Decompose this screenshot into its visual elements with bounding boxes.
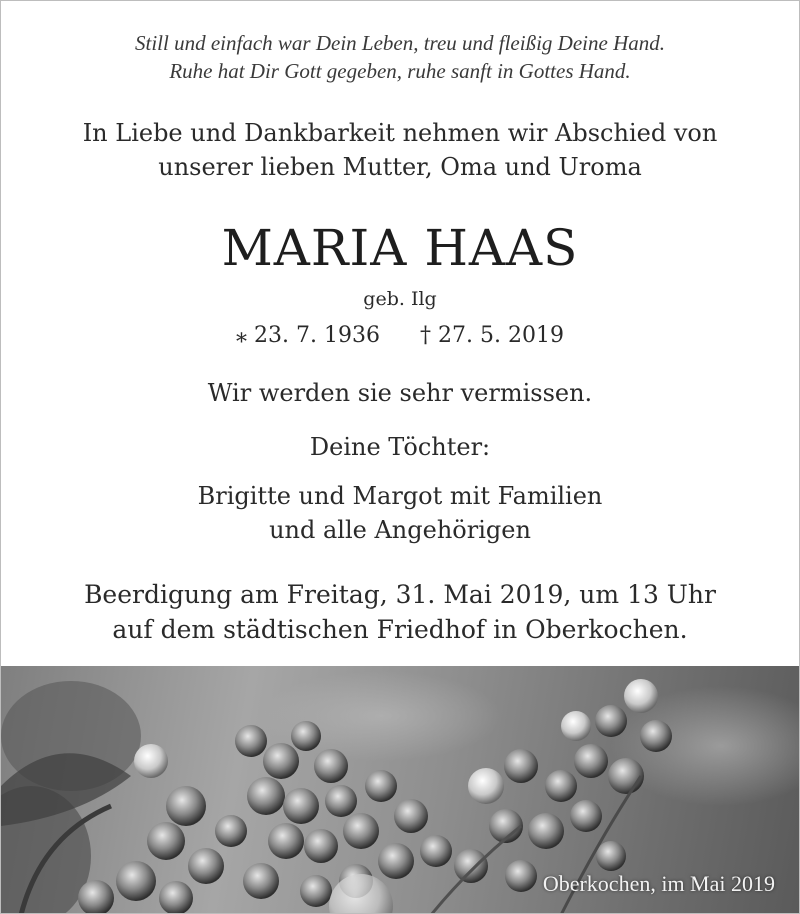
mourners-line-1: Brigitte und Margot mit Familien (197, 482, 603, 510)
life-dates (1, 323, 799, 348)
deceased-name: MARIA HAAS (221, 219, 579, 277)
funeral-line-1: Beerdigung am Freitag, 31. Mai 2019, um 13 Uhr (84, 580, 716, 609)
maiden-name: geb. Ilg (363, 288, 437, 310)
poem-line-2: Ruhe hat Dir Gott gegeben, ruhe sanft in Gottes Hand. (169, 59, 631, 83)
lilac-blossoms-photo (1, 666, 800, 914)
intro-line-2: unserer lieben Mutter, Oma und Uroma (158, 153, 642, 181)
death-date: † 27. 5. 2019 (420, 323, 564, 348)
birth-date: ⁎ 23. 7. 1936 (236, 323, 380, 348)
photo-caption: Oberkochen, im Mai 2019 (542, 871, 775, 896)
intro-line-1: In Liebe und Dankbarkeit nehmen wir Abschied von (82, 119, 718, 147)
message: Wir werden sie sehr vermissen. (207, 379, 593, 407)
mourners-line-2: und alle Angehörigen (269, 516, 531, 544)
funeral-line-2: auf dem städtischen Friedhof in Oberkochen. (112, 615, 688, 644)
poem-line-1: Still und einfach war Dein Leben, treu und fleißig Deine Hand. (135, 31, 665, 55)
mourners-heading: Deine Töchter: (309, 433, 491, 461)
